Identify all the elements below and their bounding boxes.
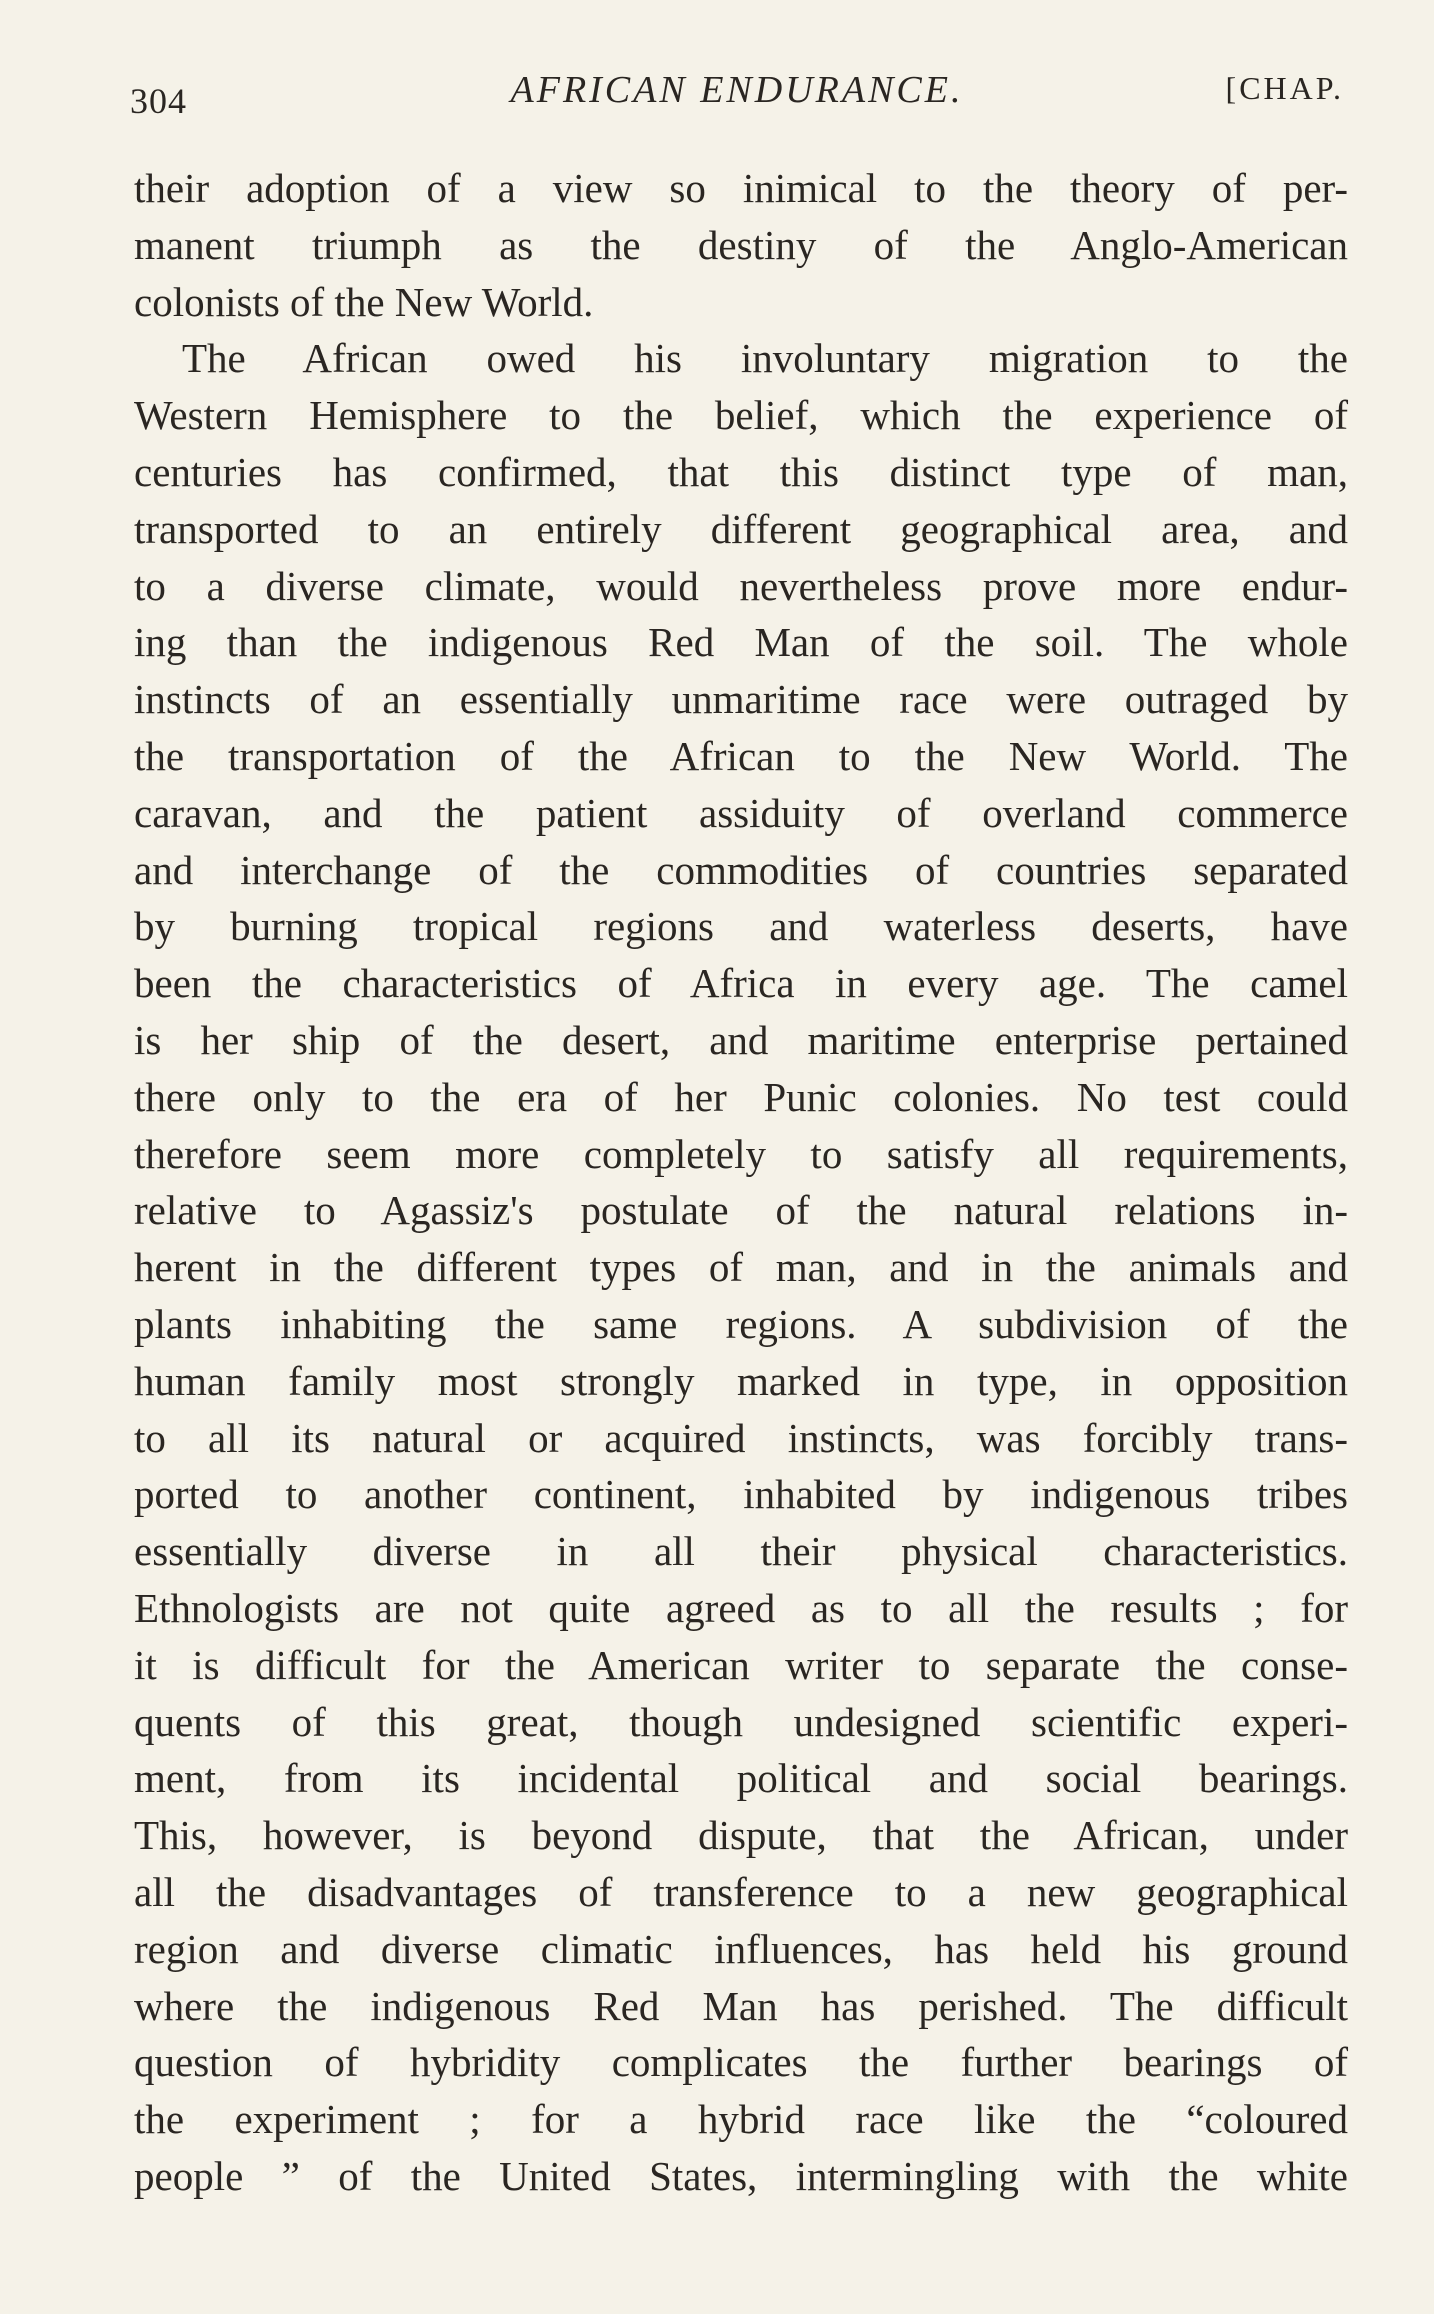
text-line: it is difficult for the American writer to separate the conse- [134, 1641, 1348, 1688]
text-line: there only to the era of her Punic colonies. No test could [134, 1073, 1348, 1120]
running-title: AFRICAN ENDURANCE. [510, 69, 964, 111]
text-line: ment, from its incidental political and social bearings. [134, 1755, 1348, 1802]
text-line: plants inhabiting the same regions. A subdivision of the [134, 1300, 1348, 1347]
text-line: to all its natural or acquired instincts, was forcibly trans- [134, 1414, 1348, 1461]
text-line: people ” of the United States, intermingling with the white [134, 2152, 1348, 2199]
text-line: centuries has confirmed, that this distinct type of man, [134, 448, 1348, 495]
text-line: where the indigenous Red Man has perished. The difficult [134, 1982, 1348, 2029]
text-line: the experiment ; for a hybrid race like the “coloured [134, 2096, 1348, 2143]
text-line: This, however, is beyond dispute, that the African, under [134, 1812, 1348, 1859]
chapter-label: [CHAP. [1225, 70, 1344, 106]
text-line: been the characteristics of Africa in every age. The camel [134, 960, 1348, 1007]
text-line: ing than the indigenous Red Man of the soil. The whole [134, 619, 1348, 666]
text-line: therefore seem more completely to satisfy all requirements, [134, 1130, 1348, 1177]
text-line: by burning tropical regions and waterless deserts, have [134, 903, 1348, 950]
running-head [130, 68, 1344, 128]
text-line: ported to another continent, inhabited by indigenous tribes [134, 1471, 1348, 1518]
text-line: The African owed his involuntary migration to the [182, 335, 1348, 382]
body-text [134, 160, 1348, 2205]
text-line: instincts of an essentially unmaritime race were outraged by [134, 676, 1348, 723]
text-line: relative to Agassiz's postulate of the natural relations in- [134, 1187, 1348, 1234]
text-line: human family most strongly marked in type, in opposition [134, 1357, 1348, 1404]
text-line: Ethnologists are not quite agreed as to all the results ; for [134, 1584, 1348, 1631]
text-line: herent in the different types of man, and in the animals and [134, 1244, 1348, 1291]
text-line: quents of this great, though undesigned scientific experi- [134, 1698, 1348, 1745]
page-number: 304 [130, 81, 187, 121]
text-line: and interchange of the commodities of countries separated [134, 846, 1348, 893]
text-line: caravan, and the patient assiduity of overland commerce [134, 789, 1348, 836]
text-line: manent triumph as the destiny of the Anglo-American [134, 221, 1348, 268]
text-line: all the disadvantages of transference to a new geographical [134, 1868, 1348, 1915]
text-line: their adoption of a view so inimical to the theory of per- [134, 165, 1348, 211]
text-line: region and diverse climatic influences, has held his ground [134, 1925, 1348, 1972]
text-line: essentially diverse in all their physical characteristics. [134, 1528, 1348, 1575]
text-line: question of hybridity complicates the further bearings of [134, 2039, 1348, 2086]
text-line: is her ship of the desert, and maritime enterprise pertained [134, 1016, 1348, 1063]
text-line: to a diverse climate, would nevertheless prove more endur- [134, 562, 1348, 609]
text-line: transported to an entirely different geographical area, and [134, 505, 1348, 552]
text-line: Western Hemisphere to the belief, which the experience of [134, 392, 1348, 439]
text-line: the transportation of the African to the New World. The [134, 732, 1348, 779]
text-line: colonists of the New World. [134, 278, 594, 325]
